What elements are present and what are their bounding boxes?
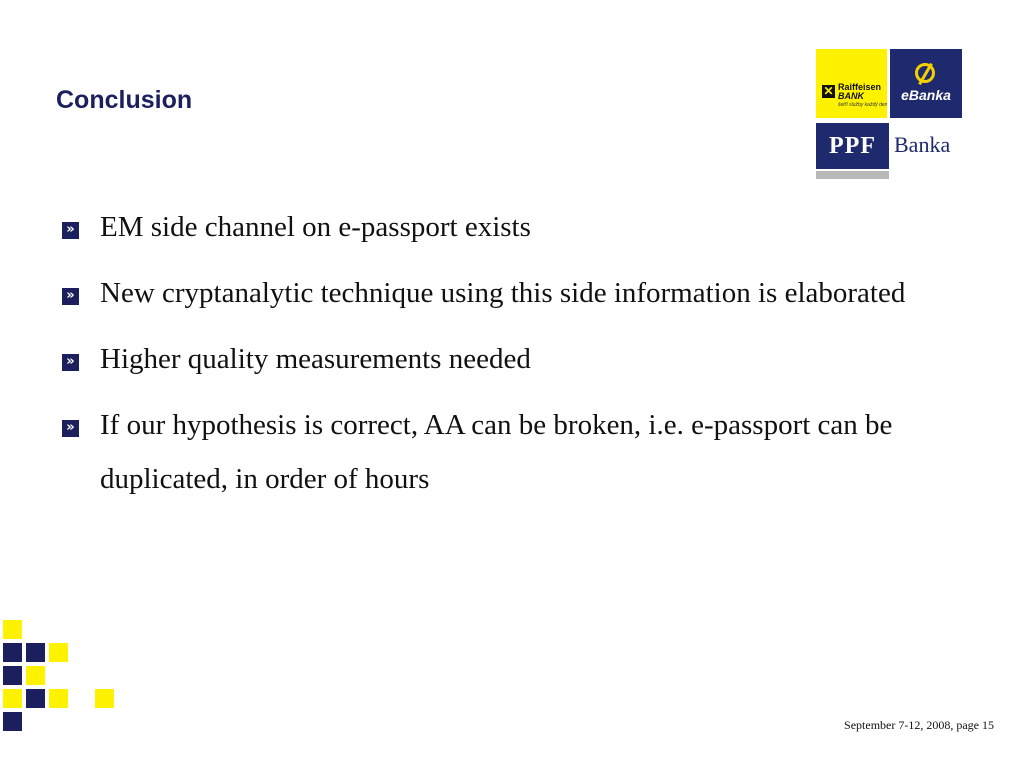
ppf-box: PPF [816,123,889,169]
bullet-item [60,266,940,320]
decor-square [95,689,114,708]
decor-square [49,689,68,708]
decor-square [3,689,22,708]
ppf-banka-logo [816,123,962,169]
bullet-arrow-icon: » [62,222,79,239]
bullet-arrow-icon: » [62,420,79,437]
bullet-text: If our hypothesis is correct, AA can be broken, i.e. e-passport can be duplicated, in order of hours [100,409,893,495]
bullet-item [60,200,940,254]
raiffeisen-tagline: šetří služby každý den [838,102,888,108]
decor-square [3,620,22,639]
bullet-text: Higher quality measurements needed [100,343,531,375]
sponsor-logos [816,49,962,181]
decor-square [3,643,22,662]
raiffeisen-logo [816,49,887,118]
slide-footer: September 7-12, 2008, page 15 [844,718,994,732]
bullet-arrow-icon: » [62,288,79,305]
raiffeisen-name: Raiffeisen [838,82,882,92]
decor-square [26,666,45,685]
ppf-underline-bar [816,171,889,179]
decor-square [3,666,22,685]
decor-square [26,689,45,708]
bullet-item [60,332,940,386]
bullet-list [60,200,940,518]
ebanka-emblem-icon [915,63,935,83]
slide-title: Conclusion [56,86,193,114]
raiffeisen-mark-icon: ✕ [823,84,834,98]
bullet-text: EM side channel on e-passport exists [100,211,531,243]
decor-square [49,643,68,662]
decor-square [3,712,22,731]
bullet-arrow-icon: » [62,354,79,371]
bullet-item [60,398,940,506]
ebanka-logo [890,49,962,118]
ppf-banka-word: Banka [894,132,951,157]
decor-square [26,643,45,662]
bullet-text: New cryptanalytic technique using this side information is elaborated [100,277,906,309]
raiffeisen-bank: BANK [838,91,864,101]
ebanka-name: eBanka [901,87,951,103]
